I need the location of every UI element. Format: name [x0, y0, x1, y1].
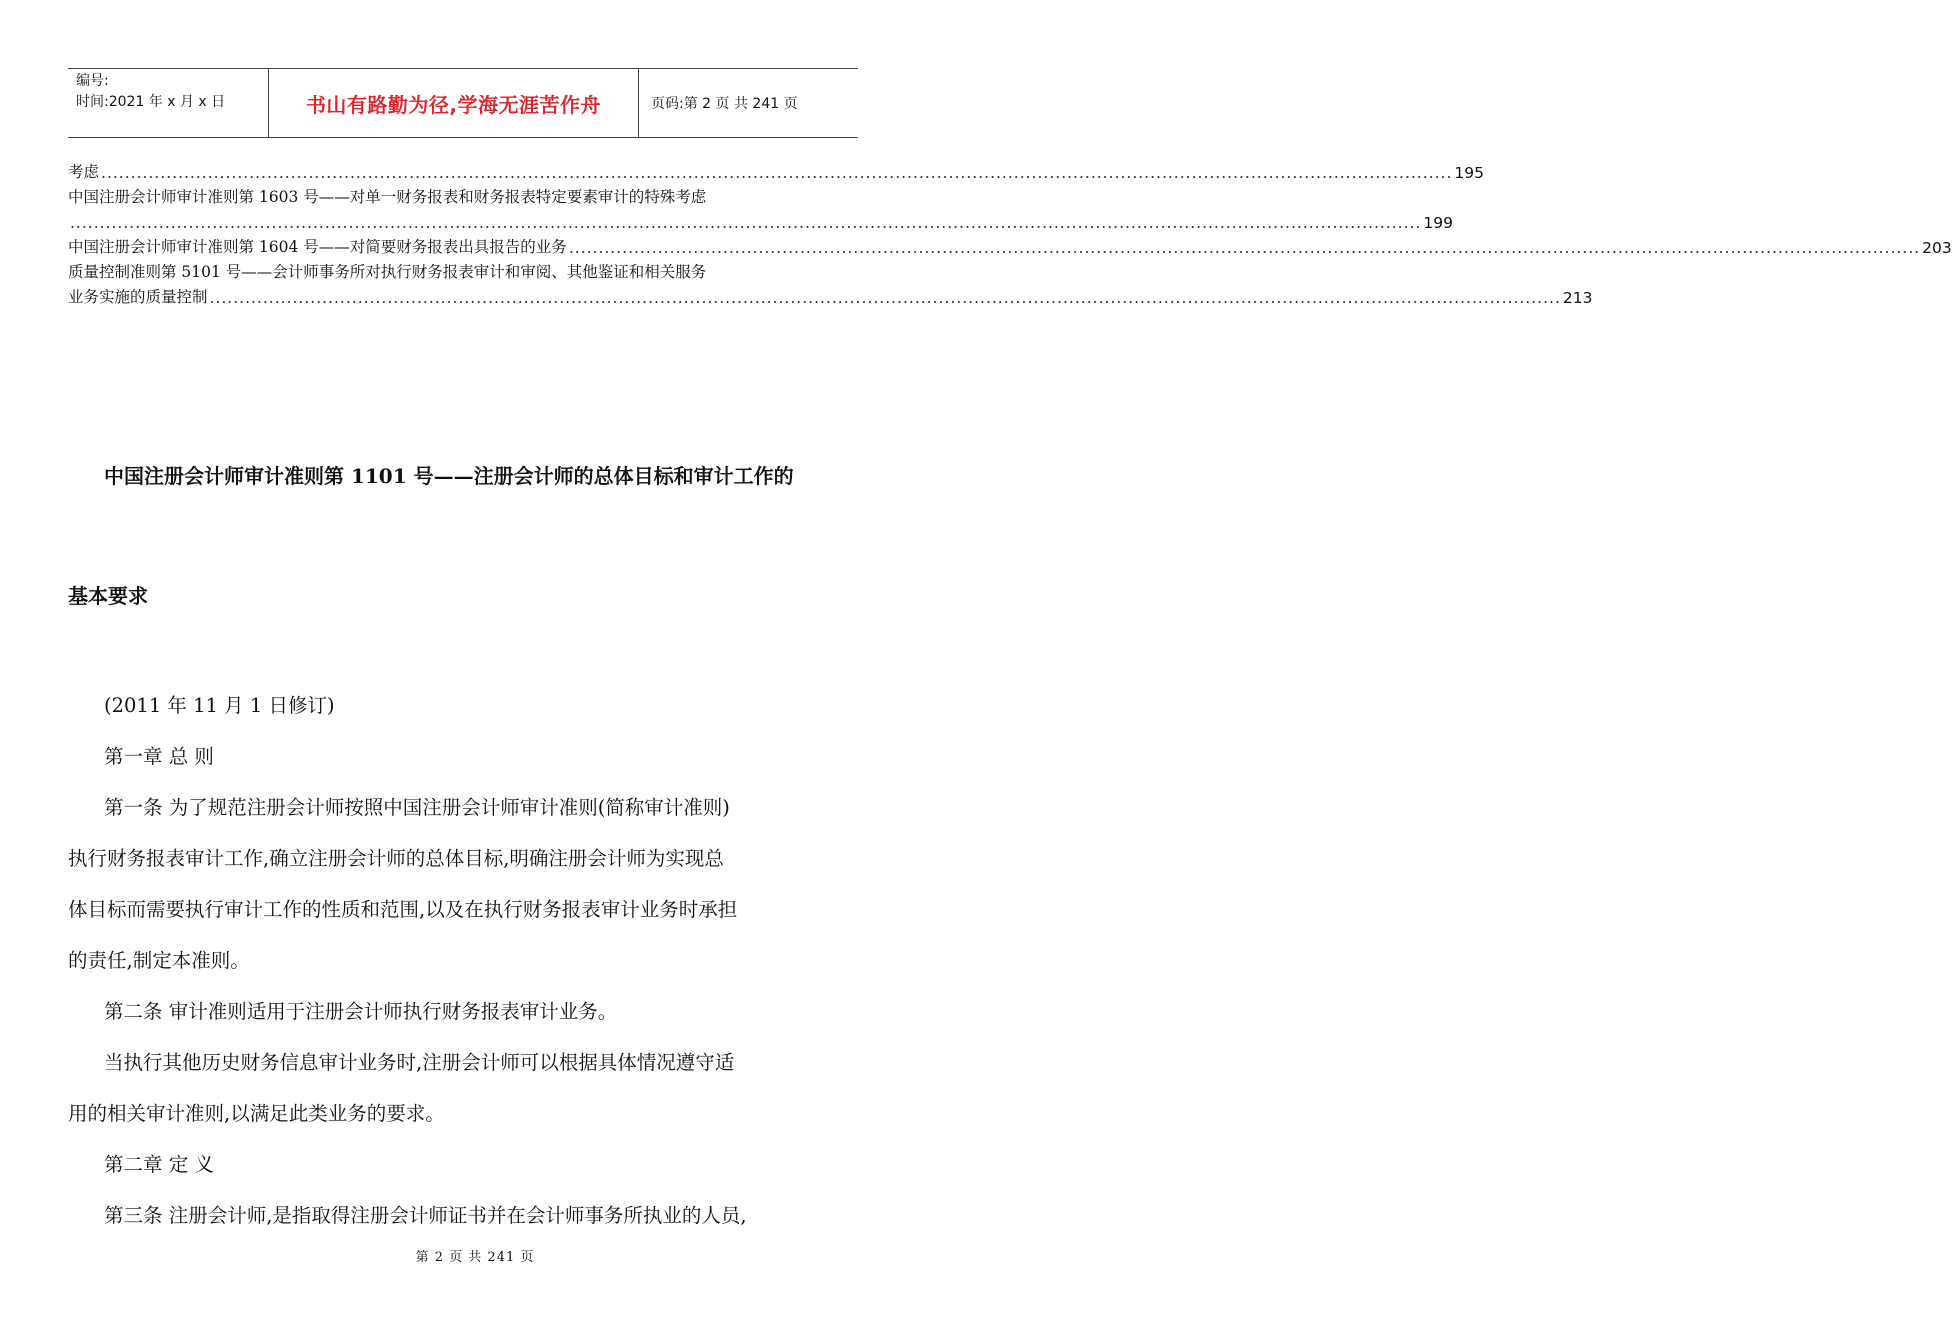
toc-leader: ....................................................................................................................................................................................................................................	[70, 214, 1422, 232]
page-header	[68, 68, 858, 138]
toc-entry[interactable]	[68, 160, 1484, 182]
paragraph-line: 的责任,制定本准则。	[68, 949, 250, 972]
header-motto: 书山有路勤为径,学海无涯苦作舟	[269, 69, 639, 137]
toc-leader: ....................................................................................................................................................................................................................................	[101, 164, 1453, 182]
revision-note: (2011 年 11 月 1 日修订)	[104, 694, 335, 717]
toc-leader: ....................................................................................................................................................................................................................................	[568, 239, 1921, 257]
paragraph-line: 体目标而需要执行审计工作的性质和范围,以及在执行财务报表审计业务时承担	[68, 898, 738, 921]
paragraph-line: 用的相关审计准则,以满足此类业务的要求。	[68, 1102, 445, 1125]
toc-entry-page: 195	[1454, 164, 1484, 182]
toc-entry-continued[interactable]	[68, 210, 1453, 232]
toc-entry-page: 203	[1922, 239, 1952, 257]
page-footer: 第 2 页 共 241 页	[415, 1250, 535, 1265]
document-number-label: 编号:	[76, 73, 109, 89]
document-title-line1: 中国注册会计师审计准则第 1101 号——注册会计师的总体目标和审计工作的	[104, 464, 794, 488]
document-title-line2: 基本要求	[68, 584, 148, 608]
chapter-heading: 第一章 总 则	[104, 745, 214, 768]
paragraph-line: 执行财务报表审计工作,确立注册会计师的总体目标,明确注册会计师为实现总	[68, 847, 724, 870]
toc-entry[interactable]	[68, 260, 858, 282]
toc-entry-page: 199	[1423, 214, 1453, 232]
toc-entry-continued[interactable]	[68, 285, 1593, 307]
toc-leader: ....................................................................................................................................................................................................................................	[209, 289, 1561, 307]
paragraph-line: 第三条 注册会计师,是指取得注册会计师证书并在会计师事务所执业的人员,	[104, 1204, 747, 1227]
toc-entry-text: 中国注册会计师审计准则第 1604 号——对简要财务报表出具报告的业务	[68, 238, 567, 256]
toc-entry-text: 质量控制准则第 5101 号——会计师事务所对执行财务报表审计和审阅、其他鉴证和相关服务	[68, 263, 707, 281]
toc-entry-text: 考虑	[68, 163, 100, 181]
toc-entry[interactable]	[68, 235, 1952, 257]
paragraph-line: 第一条 为了规范注册会计师按照中国注册会计师审计准则(简称审计准则)	[104, 796, 730, 819]
header-meta	[68, 69, 269, 137]
paragraph-line: 当执行其他历史财务信息审计业务时,注册会计师可以根据具体情况遵守适	[104, 1051, 735, 1074]
header-page-label: 页码:第 2 页 共 241 页	[651, 96, 798, 112]
toc-entry-text: 业务实施的质量控制	[68, 288, 208, 306]
toc-entry-page: 213	[1562, 289, 1593, 307]
toc-entry-text: 中国注册会计师审计准则第 1603 号——对单一财务报表和财务报表特定要素审计的特殊考虑	[68, 188, 707, 206]
paragraph-line: 第二条 审计准则适用于注册会计师执行财务报表审计业务。	[104, 1000, 618, 1023]
chapter-heading: 第二章 定 义	[104, 1153, 214, 1176]
toc-entry[interactable]	[68, 185, 858, 207]
document-time-label: 时间:2021 年 x 月 x 日	[76, 94, 226, 110]
